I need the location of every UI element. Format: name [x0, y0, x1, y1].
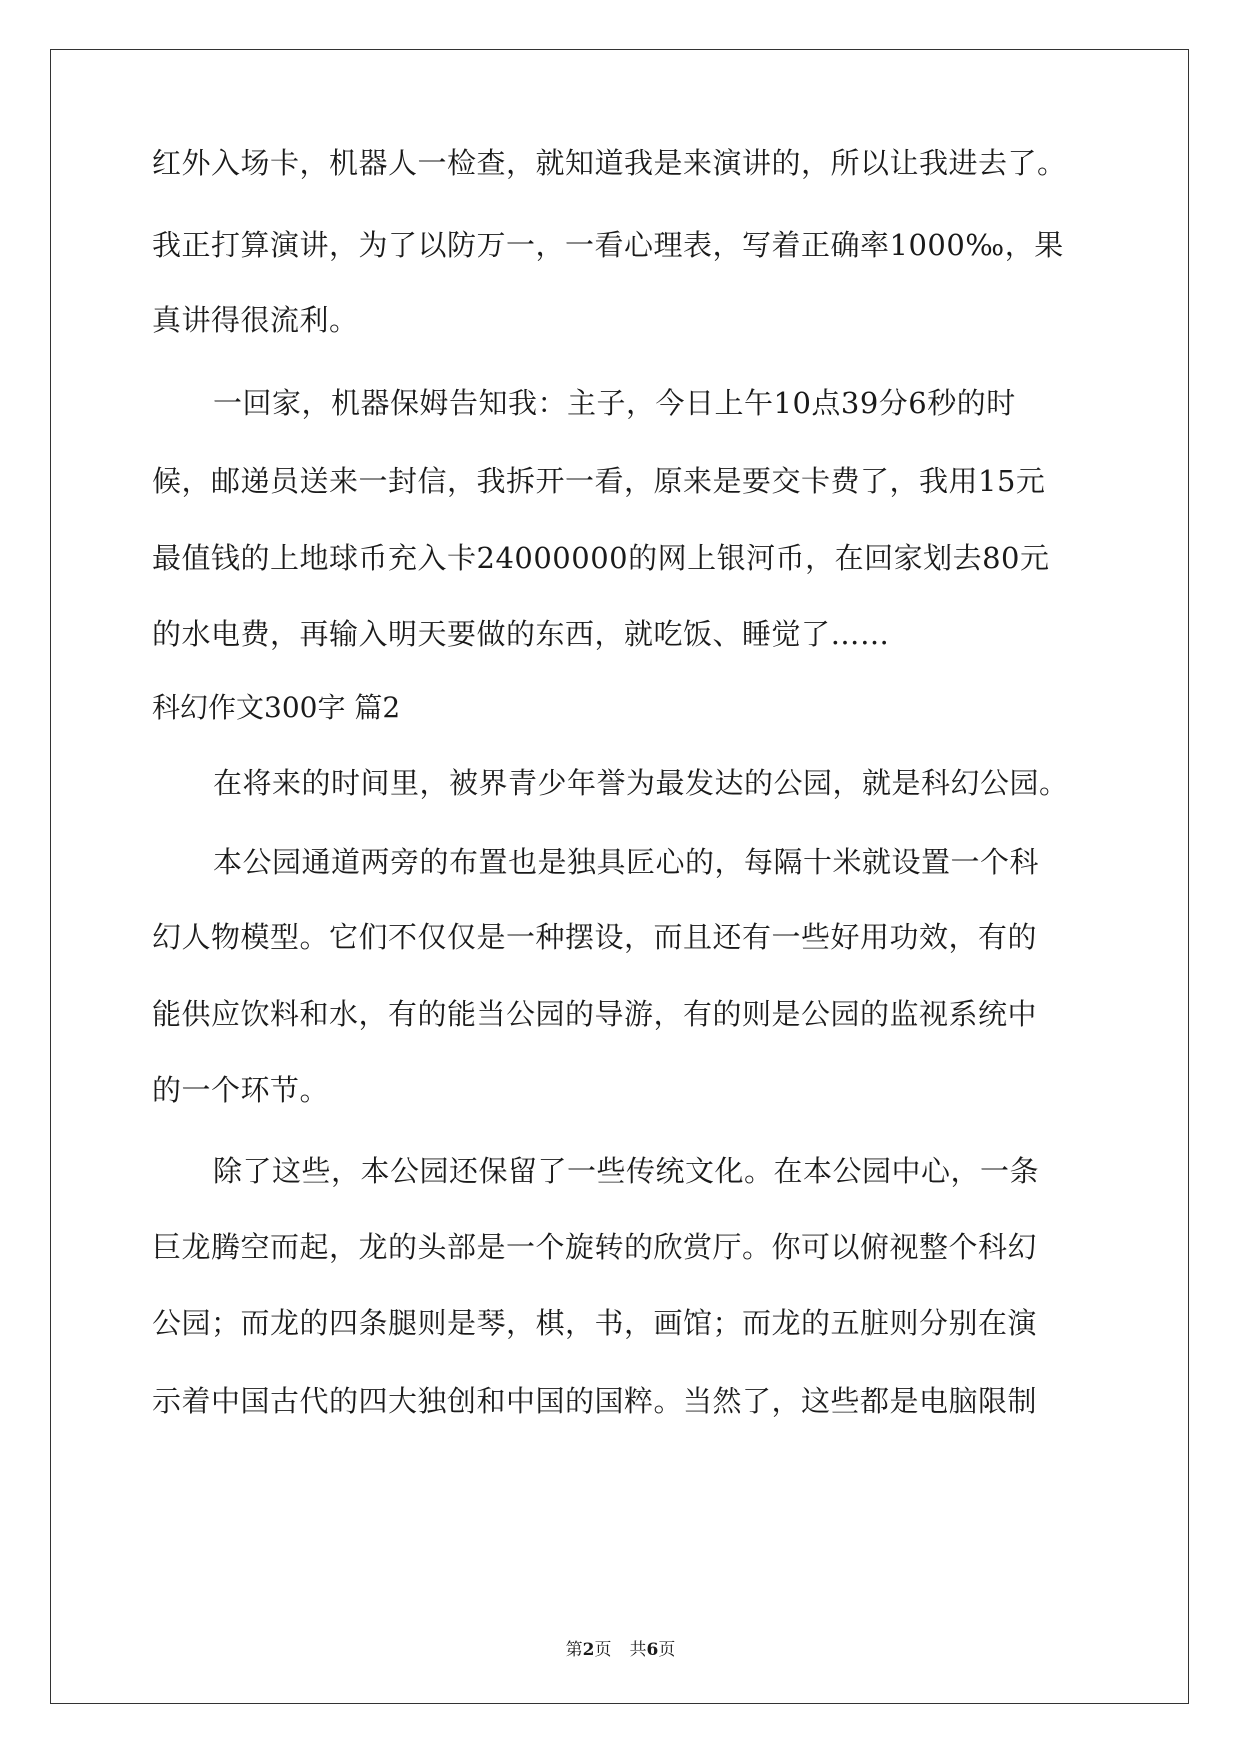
total-prefix: 共	[629, 1640, 647, 1660]
paragraph-line: 巨龙腾空而起，龙的头部是一个旋转的欣赏厅。你可以俯视整个科幻	[152, 1230, 1038, 1264]
paragraph-line: 本公园通道两旁的布置也是独具匠心的，每隔十米就设置一个科	[213, 845, 1040, 879]
total-page-count: 6	[646, 1640, 659, 1660]
page-prefix: 第	[565, 1640, 583, 1660]
paragraph-line: 在将来的时间里，被界青少年誉为最发达的公园，就是科幻公园。	[213, 766, 1069, 800]
current-page-number: 2	[582, 1640, 595, 1660]
paragraph-line: 真讲得很流利。	[152, 303, 359, 337]
paragraph-line: 的一个环节。	[152, 1073, 330, 1107]
page-footer	[0, 1640, 1241, 1660]
section-heading: 科幻作文300字 篇2	[152, 691, 401, 724]
paragraph-line: 幻人物模型。它们不仅仅是一种摆设，而且还有一些好用功效，有的	[152, 920, 1038, 954]
paragraph-line: 最值钱的上地球币充入卡24000000的网上银河币，在回家划去80元	[152, 541, 1050, 575]
paragraph-line: 一回家，机器保姆告知我：主子，今日上午10点39分6秒的时	[213, 386, 1016, 420]
paragraph-line: 候，邮递员送来一封信，我拆开一看，原来是要交卡费了，我用15元	[152, 464, 1046, 498]
paragraph-line: 的水电费，再输入明天要做的东西，就吃饭、睡觉了……	[152, 617, 890, 651]
paragraph-line: 公园；而龙的四条腿则是琴，棋，书，画馆；而龙的五脏则分别在演	[152, 1306, 1038, 1340]
total-suffix: 页	[658, 1640, 676, 1660]
paragraph-line: 示着中国古代的四大独创和中国的国粹。当然了，这些都是电脑限制	[152, 1384, 1038, 1418]
paragraph-line: 除了这些，本公园还保留了一些传统文化。在本公园中心，一条	[213, 1154, 1040, 1188]
paragraph-line: 能供应饮料和水，有的能当公园的导游，有的则是公园的监视系统中	[152, 997, 1038, 1031]
paragraph-line: 红外入场卡，机器人一检查，就知道我是来演讲的，所以让我进去了。	[152, 146, 1067, 180]
paragraph-line: 我正打算演讲，为了以防万一，一看心理表，写着正确率1000‰，果	[152, 228, 1064, 262]
page-suffix: 页	[594, 1640, 612, 1660]
